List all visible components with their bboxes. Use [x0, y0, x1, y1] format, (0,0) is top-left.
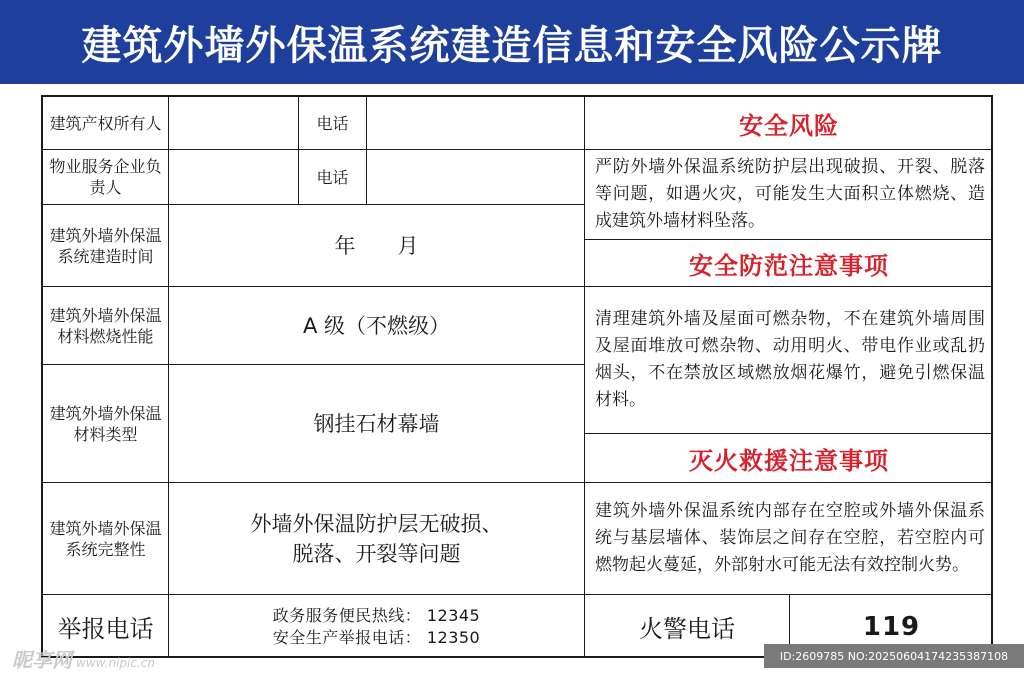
property-label: 物业服务企业负责人 [43, 150, 169, 205]
integrity-label: 建筑外墙外保温系统完整性 [43, 483, 169, 595]
fire-rating-value: A 级（不燃级） [169, 287, 585, 365]
integrity-value [169, 483, 585, 595]
watermark-url: www.nipic.cn [76, 656, 155, 670]
hotline-government: 政务服务便民热线： 12345 [272, 605, 481, 625]
material-type-value: 钢挂石材幕墙 [169, 365, 585, 483]
build-time-label: 建筑外墙外保温系统建造时间 [43, 205, 169, 287]
owner-value [169, 97, 299, 150]
watermark-id: ID:2609785 NO:20250604174235387108 [764, 644, 1024, 668]
rescue-text: 建筑外墙外保温系统内部存在空腔或外墙外保温系统与基层墙体、装饰层之间存在空腔，若空腔内可燃物起火蔓延，外部射水可能无法有效控制火势。 [585, 483, 993, 595]
property-phone-value [367, 150, 585, 205]
risk-text: 严防外墙外保温系统防护层出现破损、开裂、脱落等问题，如遇火灾，可能发生大面积立体燃烧、造成建筑外墙材料坠落。 [585, 150, 993, 240]
header-banner [0, 0, 1024, 84]
rescue-title: 灭火救援注意事项 [585, 434, 993, 483]
fire-phone-number: 119 [862, 611, 921, 642]
report-label: 举报电话 [43, 595, 169, 658]
fire-phone-label: 火警电话 [585, 595, 790, 658]
watermark-brand-text: 昵享网 [12, 648, 72, 672]
prevention-title: 安全防范注意事项 [585, 240, 993, 287]
hotlines [169, 595, 585, 658]
prevention-text: 清理建筑外墙及屋面可燃杂物，不在建筑外墙周围及屋面堆放可燃杂物、动用明火、带电作业或乱扔烟头，不在禁放区域燃放烟花爆竹，避免引燃保温材料。 [585, 287, 993, 434]
risk-title: 安全风险 [585, 97, 993, 150]
build-time-value: 年 月 [169, 205, 585, 287]
watermark-brand [12, 644, 155, 673]
integrity-line-1: 外墙外保温防护层无破损、 [250, 511, 503, 536]
integrity-line-2: 脱落、开裂等问题 [292, 541, 461, 566]
owner-label: 建筑产权所有人 [43, 97, 169, 150]
property-value [169, 150, 299, 205]
fire-rating-label: 建筑外墙外保温材料燃烧性能 [43, 287, 169, 365]
hotline-safety: 安全生产举报电话： 12350 [272, 627, 481, 647]
material-type-label: 建筑外墙外保温材料类型 [43, 365, 169, 483]
property-phone-label: 电话 [299, 150, 367, 205]
owner-phone-value [367, 97, 585, 150]
page-title: 建筑外墙外保温系统建造信息和安全风险公示牌 [81, 22, 943, 69]
info-board [41, 95, 993, 658]
owner-phone-label: 电话 [299, 97, 367, 150]
